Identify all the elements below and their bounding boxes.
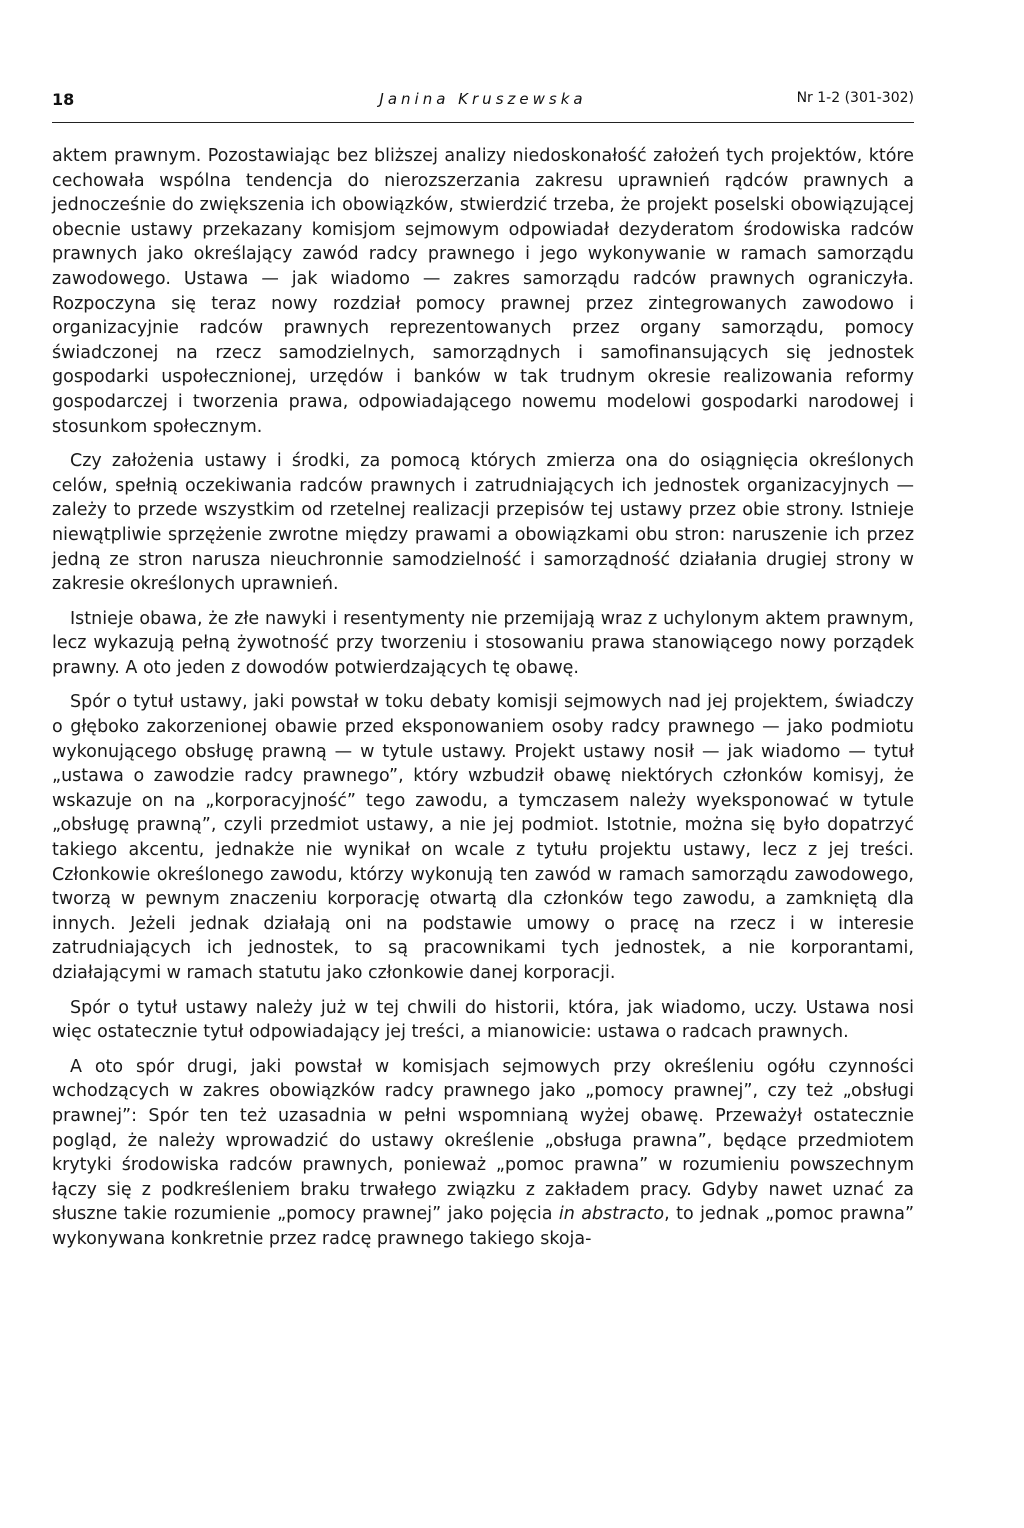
- paragraph-6-text-before: A oto spór drugi, jaki powstał w komisjach sejmowych przy określeniu ogółu czynności wchodzących w zakres obowiązków radcy prawnego jako „pomocy prawnej”, czy też „obsługi prawnej”: Spór ten też uzasadnia w pełni wspomnianą wyżej obawę. Przeważył ostatecznie pogląd, że należy wprowadzić do ustawy określenie „obsługa prawna”, będące przedmiotem krytyki środowiska radców prawnych, ponieważ „pomoc prawna” w rozumieniu powszechnym łączy się z podkreśleniem braku trwałego związku z zakładem pracy. Gdyby nawet uznać za słuszne takie rozumienie „pomocy prawnej” jako pojęcia: [52, 1056, 914, 1225]
- paragraph-2: Czy założenia ustawy i środki, za pomocą których zmierza ona do osiągnięcia określonych celów, spełnią oczekiwania radców prawnych i zatrudniających ich jednostek organizacyjnych — zależy to przede wszystkim od rzetelnej realizacji przepisów tej ustawy przez obie strony. Istnieje niewątpliwie sprzężenie zwrotne między prawami a obowiązkami obu stron: naruszenie ich przez jedną ze stron narusza nieuchronnie samodzielność i samorządność działania drugiej strony w zakresie określonych uprawnień.: [52, 451, 914, 595]
- paragraph-5: Spór o tytuł ustawy należy już w tej chwili do historii, która, jak wiadomo, uczy. Ustawa nosi więc ostatecznie tytuł odpowiadający jej treści, a mianowicie: ustawa o radcach prawnych.: [52, 997, 914, 1043]
- paragraph-3: Istnieje obawa, że złe nawyki i resentymenty nie przemijają wraz z uchylonym aktem prawnym, lecz wykazują pełną żywotność przy tworzeniu i stosowaniu prawa stanowiącego nowy porządek prawny. A oto jeden z dowodów potwierdzających tę obawę.: [52, 608, 914, 678]
- issue-number: Nr 1-2 (301-302): [796, 90, 914, 106]
- paragraph-4: Spór o tytuł ustawy, jaki powstał w toku debaty komisji sejmowych nad jej projektem, świadczy o głęboko zakorzenionej obawie przed eksponowaniem osoby radcy prawnego — jako podmiotu wykonującego obsługę prawną — w tytule ustawy. Projekt ustawy nosił — jak wiadomo — tytuł „ustawa o zawodzie radcy prawnego”, który wzbudził obawę niektórych członków komisyj, że wskazuje on na „korporacyjność” tego zawodu, a tymczasem należy wyeksponować w tytule „obsługę prawną”, czyli przedmiot ustawy, a nie jej podmiot. Istotnie, można się było dopatrzyć takiego akcentu, jednakże nie wynikał on wcale z tytułu projektu ustawy, lecz z jej treści. Członkowie określonego zawodu, którzy wykonują ten zawód w ramach samorządu zawodowego, tworzą w pewnym znaczeniu korporację otwartą dla członków tego zawodu, a zamkniętą dla innych. Jeżeli jednak działają oni na podstawie umowy o pracę na rzecz i w interesie zatrudniających ich jednostek, to są pracownikami tych jednostek, a nie korporantami, działającymi w ramach statutu jako członkowie danej korporacji.: [52, 692, 914, 983]
- paragraph-1: aktem prawnym. Pozostawiając bez bliższej analizy niedoskonałość założeń tych projektów, które cechowała wspólna tendencja do nierozszerzania zakresu uprawnień rądców prawnych a jednocześnie do zwiększenia ich obowiązków, stwierdzić trzeba, że projekt poselski obowiązującej obecnie ustawy przekazany komisjom sejmowym odpowiadał dezyderatom środowiska radców prawnych jako określający zawód radcy prawnego i jego wykonywanie w ramach samorządu zawodowego. Ustawa — jak wiadomo — zakres samorządu radców prawnych ograniczyła. Rozpoczyna się teraz nowy rozdział pomocy prawnej przez zintegrowanych zawodowo i organizacyjnie radców prawnych reprezentowanych przez organy samorządu, pomocy świadczonej na rzecz samodzielnych, samorządnych i samofinansujących się jednostek gospodarki uspołecznionej, urzędów i banków w tak trudnym okresie realizowania reformy gospodarczej i tworzenia prawa, odpowiadającego nowemu modelowi gospodarki narodowej i stosunkom społecznym.: [52, 146, 914, 437]
- page-header: [52, 86, 914, 114]
- paragraph-6: [52, 1055, 914, 1252]
- paragraph-6-italic-phrase: in abstracto: [558, 1204, 665, 1225]
- page-number: 18: [52, 90, 75, 109]
- running-title: Janina Kruszewska: [379, 90, 587, 108]
- paragraph-6-text-after: , to jednak „pomoc prawna” wykonywana konkretnie przez radcę prawnego takiego skoja-: [52, 1204, 915, 1249]
- header-rule: [52, 122, 914, 123]
- article-body: [52, 144, 914, 1262]
